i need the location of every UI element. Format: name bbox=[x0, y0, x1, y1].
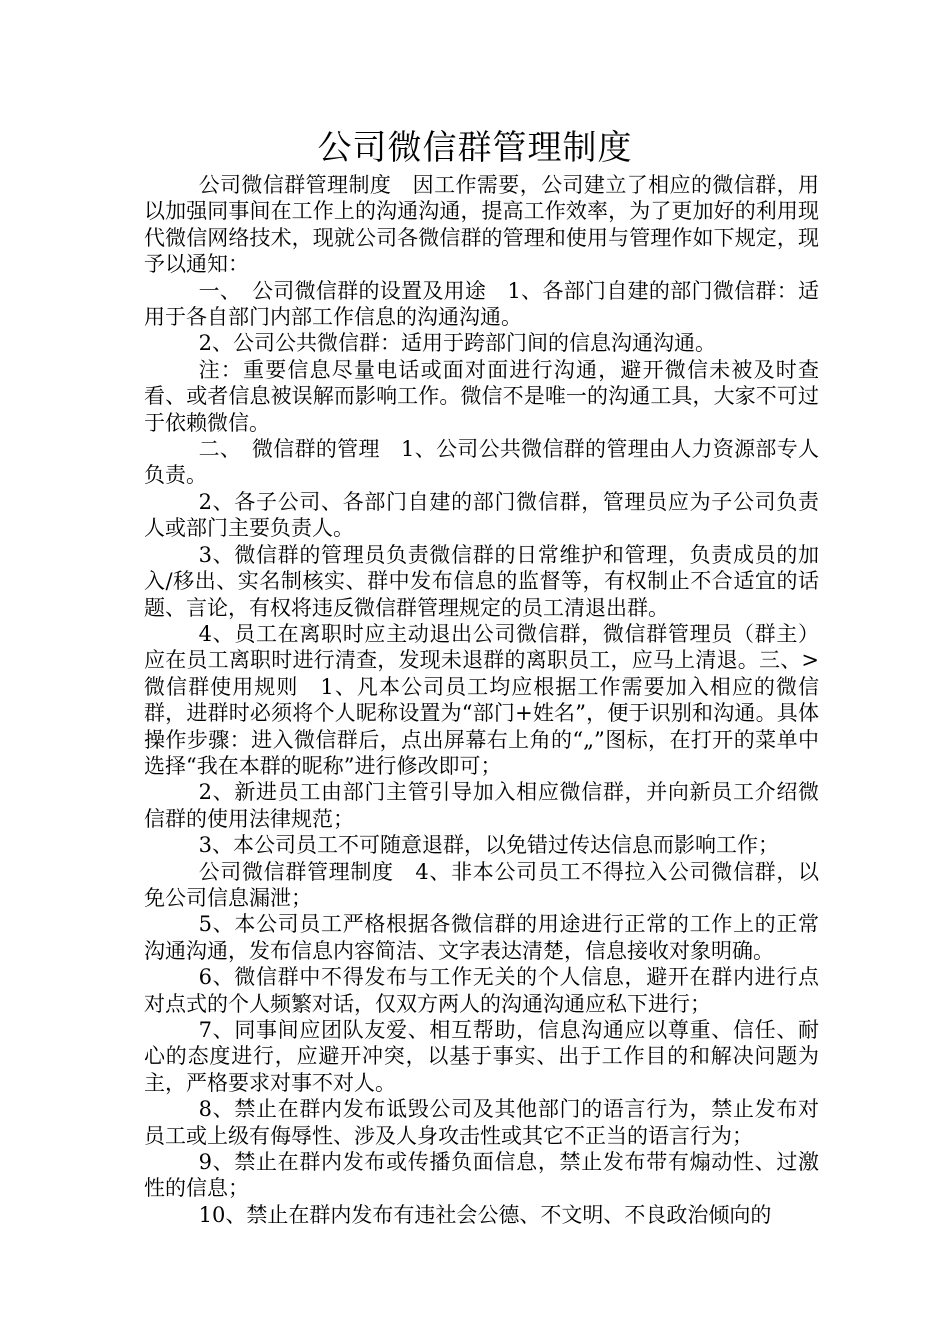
paragraph: 8、禁止在群内发布诋毁公司及其他部门的语言行为，禁止发布对员工或上级有侮辱性、涉及人身攻击性或其它不正当的语言行为； bbox=[144, 1097, 819, 1148]
paragraph: 10、禁止在群内发布有违社会公德、不文明、不良政治倾向的 bbox=[198, 1202, 772, 1227]
paragraph: 2、各子公司、各部门自建的部门微信群，管理员应为子公司负责人或部门主要负责人。 bbox=[144, 489, 819, 541]
paragraph: 一、 公司微信群的设置及用途 1、各部门自建的部门微信群：适用于各自部门内部工作信息的沟通沟通。 bbox=[144, 278, 819, 330]
paragraph: 二、 微信群的管理 1、公司公共微信群的管理由人力资源部专人负责。 bbox=[144, 437, 819, 488]
document-body bbox=[144, 172, 819, 1228]
paragraph: 2、公司公共微信群：适用于跨部门间的信息沟通沟通。 bbox=[198, 331, 716, 356]
paragraph: 7、同事间应团队友爱、相互帮助，信息沟通应以尊重、信任、耐心的态度进行，应避开冲突，以基于事实、出于工作目的和解决问题为主，严格要求对事不对人。 bbox=[144, 1018, 819, 1095]
paragraph: 9、禁止在群内发布或传播负面信息，禁止发布带有煽动性、过激性的信息； bbox=[144, 1150, 819, 1201]
paragraph: 公司微信群管理制度 4、非本公司员工不得拉入公司微信群，以免公司信息漏泄； bbox=[144, 859, 819, 910]
document-title: 公司微信群管理制度 bbox=[317, 128, 633, 168]
paragraph: 6、微信群中不得发布与工作无关的个人信息，避开在群内进行点对点式的个人频繁对话，仅双方两人的沟通沟通应私下进行； bbox=[144, 965, 819, 1016]
paragraph: 注：重要信息尽量电话或面对面进行沟通，避开微信未被及时查看、或者信息被误解而影响工作。微信不是唯一的沟通工具，大家不可过于依赖微信。 bbox=[144, 357, 819, 435]
paragraph: 公司微信群管理制度 因工作需要，公司建立了相应的微信群，用以加强同事间在工作上的沟通沟通，提高工作效率，为了更加好的利用现代微信网络技术，现就公司各微信群的管理和使用与管理作如下规定，现予以通知： bbox=[144, 173, 819, 277]
paragraph: 2、新进员工由部门主管引导加入相应微信群，并向新员工介绍微信群的使用法律规范； bbox=[144, 780, 819, 831]
paragraph: 4、员工在离职时应主动退出公司微信群，微信群管理员（群主）应在员工离职时进行清查，发现未退群的离职员工，应马上清退。三、> 微信群使用规则 1、凡本公司员工均应根据工作需要加入相应的微信群，进群时必须将个人昵称设置为“部门+姓名”，便于识别和沟通。具体操作步骤：进入微信群后，点出屏幕右上角的“„”图标，在打开的菜单中选择“我在本群的昵称”进行修改即可； bbox=[144, 621, 819, 778]
paragraph: 5、本公司员工严格根据各微信群的用途进行正常的工作上的正常沟通沟通，发布信息内容简洁、文字表达清楚，信息接收对象明确。 bbox=[144, 912, 819, 963]
paragraph: 3、微信群的管理员负责微信群的日常维护和管理，负责成员的加入/移出、实名制核实、群中发布信息的监督等，有权制止不合适宜的话题、言论，有权将违反微信群管理规定的员工清退出群。 bbox=[144, 542, 819, 620]
paragraph: 3、本公司员工不可随意退群，以免错过传达信息而影响工作； bbox=[198, 833, 779, 858]
